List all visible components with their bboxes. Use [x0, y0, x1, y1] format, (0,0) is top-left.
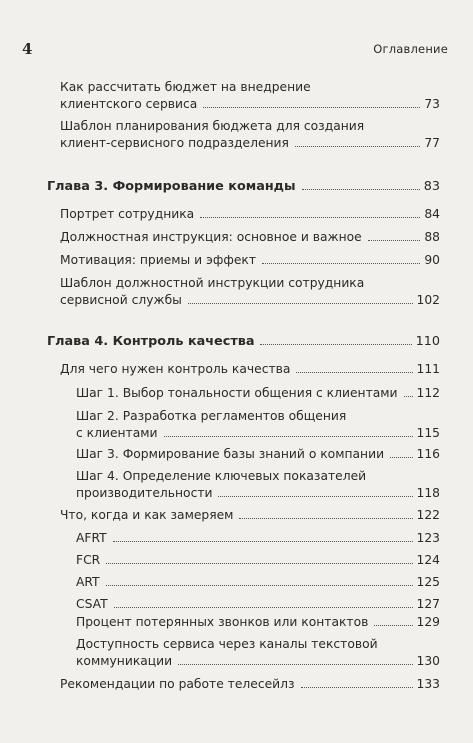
- dot-leader: [114, 607, 413, 608]
- toc-entry-title: Рекомендации по работе телесейлз: [60, 677, 295, 691]
- toc-entry-title: Мотивация: приемы и эффект: [60, 253, 257, 267]
- toc-entry[interactable]: [60, 676, 440, 693]
- toc-page-number: 84: [424, 207, 440, 221]
- toc-page-number: 77: [424, 136, 440, 150]
- dot-leader: [295, 146, 420, 147]
- toc-subentry[interactable]: [76, 636, 440, 670]
- toc-page-number: 127: [416, 597, 440, 611]
- chapter-title: Глава 3. Формирование команды: [47, 179, 296, 194]
- toc-entry[interactable]: [60, 206, 440, 223]
- dot-leader: [260, 344, 411, 345]
- toc-page-number: 90: [424, 253, 440, 267]
- dot-leader: [203, 107, 420, 108]
- toc-subentry[interactable]: [76, 530, 440, 547]
- toc-entry-title: Шаблон планирования бюджета для создания: [60, 119, 365, 133]
- dot-leader: [302, 189, 420, 190]
- dot-leader: [390, 457, 412, 458]
- toc-subentry[interactable]: [76, 446, 440, 463]
- toc-entry-title: Портрет сотрудника: [60, 207, 195, 221]
- dot-leader: [218, 496, 412, 497]
- toc-entry-title: Должностная инструкция: основное и важное: [60, 230, 362, 244]
- toc-page-number: 111: [416, 362, 440, 376]
- toc-subentry[interactable]: [76, 385, 440, 402]
- toc-page-number: 133: [416, 677, 440, 691]
- toc-page-number: 130: [416, 654, 440, 668]
- toc-subentry[interactable]: [76, 552, 440, 569]
- toc-entry-title: Доступность сервиса через каналы текстовой: [76, 637, 378, 651]
- dot-leader: [301, 687, 413, 688]
- toc-subentry[interactable]: [76, 614, 440, 631]
- toc-entry-title: с клиентами: [76, 426, 158, 440]
- toc-page-number: 110: [415, 334, 440, 349]
- toc-entry-title: клиентского сервиса: [60, 97, 198, 111]
- toc-page-number: 83: [423, 179, 440, 194]
- toc-entry-title: Шаг 4. Определение ключевых показателей: [76, 469, 367, 483]
- toc-subentry[interactable]: [76, 408, 440, 442]
- toc-entry-title: AFRT: [76, 531, 107, 545]
- toc-page-number: 112: [416, 386, 440, 400]
- toc-page-number: 102: [416, 293, 440, 307]
- page-number: 4: [22, 40, 33, 58]
- toc-entry[interactable]: [60, 79, 440, 113]
- toc-page-number: 116: [416, 447, 440, 461]
- toc-page-number: 124: [416, 553, 440, 567]
- toc-entry-title: Как рассчитать бюджет на внедрение: [60, 80, 311, 94]
- toc-entry-title: Шаг 1. Выбор тональности общения с клиентами: [76, 386, 398, 400]
- toc-entry-title: Процент потерянных звонков или контактов: [76, 615, 369, 629]
- toc-page-number: 115: [416, 426, 440, 440]
- dot-leader: [368, 240, 421, 241]
- dot-leader: [106, 585, 413, 586]
- toc-entry-title: производительности: [76, 486, 213, 500]
- toc-entry[interactable]: [60, 229, 440, 246]
- toc-page-number: 88: [424, 230, 440, 244]
- toc-entry[interactable]: [60, 252, 440, 269]
- toc-chapter[interactable]: [47, 333, 440, 350]
- dot-leader: [374, 625, 412, 626]
- dot-leader: [113, 541, 413, 542]
- toc-entry-title: коммуникации: [76, 654, 173, 668]
- toc-page-number: 123: [416, 531, 440, 545]
- toc-chapter[interactable]: [47, 178, 440, 195]
- toc-entry-title: Для чего нужен контроль качества: [60, 362, 291, 376]
- toc-entry[interactable]: [60, 507, 440, 524]
- toc-entry[interactable]: [60, 361, 440, 378]
- dot-leader: [200, 217, 420, 218]
- toc-page-number: 122: [416, 508, 440, 522]
- toc-entry[interactable]: [60, 275, 440, 309]
- toc-entry-title: Шаблон должностной инструкции сотрудника: [60, 276, 365, 290]
- dot-leader: [296, 372, 412, 373]
- chapter-title: Глава 4. Контроль качества: [47, 334, 255, 349]
- dot-leader: [239, 518, 412, 519]
- dot-leader: [262, 263, 420, 264]
- toc-subentry[interactable]: [76, 574, 440, 591]
- dot-leader: [164, 436, 413, 437]
- toc-page-number: 118: [416, 486, 440, 500]
- toc-entry-title: ART: [76, 575, 100, 589]
- toc-entry-title: Шаг 2. Разработка регламентов общения: [76, 409, 347, 423]
- toc-subentry[interactable]: [76, 468, 440, 502]
- toc-page-number: 125: [416, 575, 440, 589]
- toc-page-number: 73: [424, 97, 440, 111]
- toc-entry-title: Что, когда и как замеряем: [60, 508, 234, 522]
- dot-leader: [404, 396, 413, 397]
- dot-leader: [106, 563, 412, 564]
- dot-leader: [188, 303, 413, 304]
- toc-entry-title: FCR: [76, 553, 101, 567]
- running-title: Оглавление: [373, 42, 448, 56]
- dot-leader: [178, 664, 412, 665]
- toc-entry-title: CSAT: [76, 597, 108, 611]
- toc-entry[interactable]: [60, 118, 440, 152]
- toc-subentry[interactable]: [76, 596, 440, 613]
- toc-entry-title: сервисной службы: [60, 293, 182, 307]
- toc-entry-title: клиент-сервисного подразделения: [60, 136, 289, 150]
- toc-page-number: 129: [416, 615, 440, 629]
- toc-entry-title: Шаг 3. Формирование базы знаний о компании: [76, 447, 385, 461]
